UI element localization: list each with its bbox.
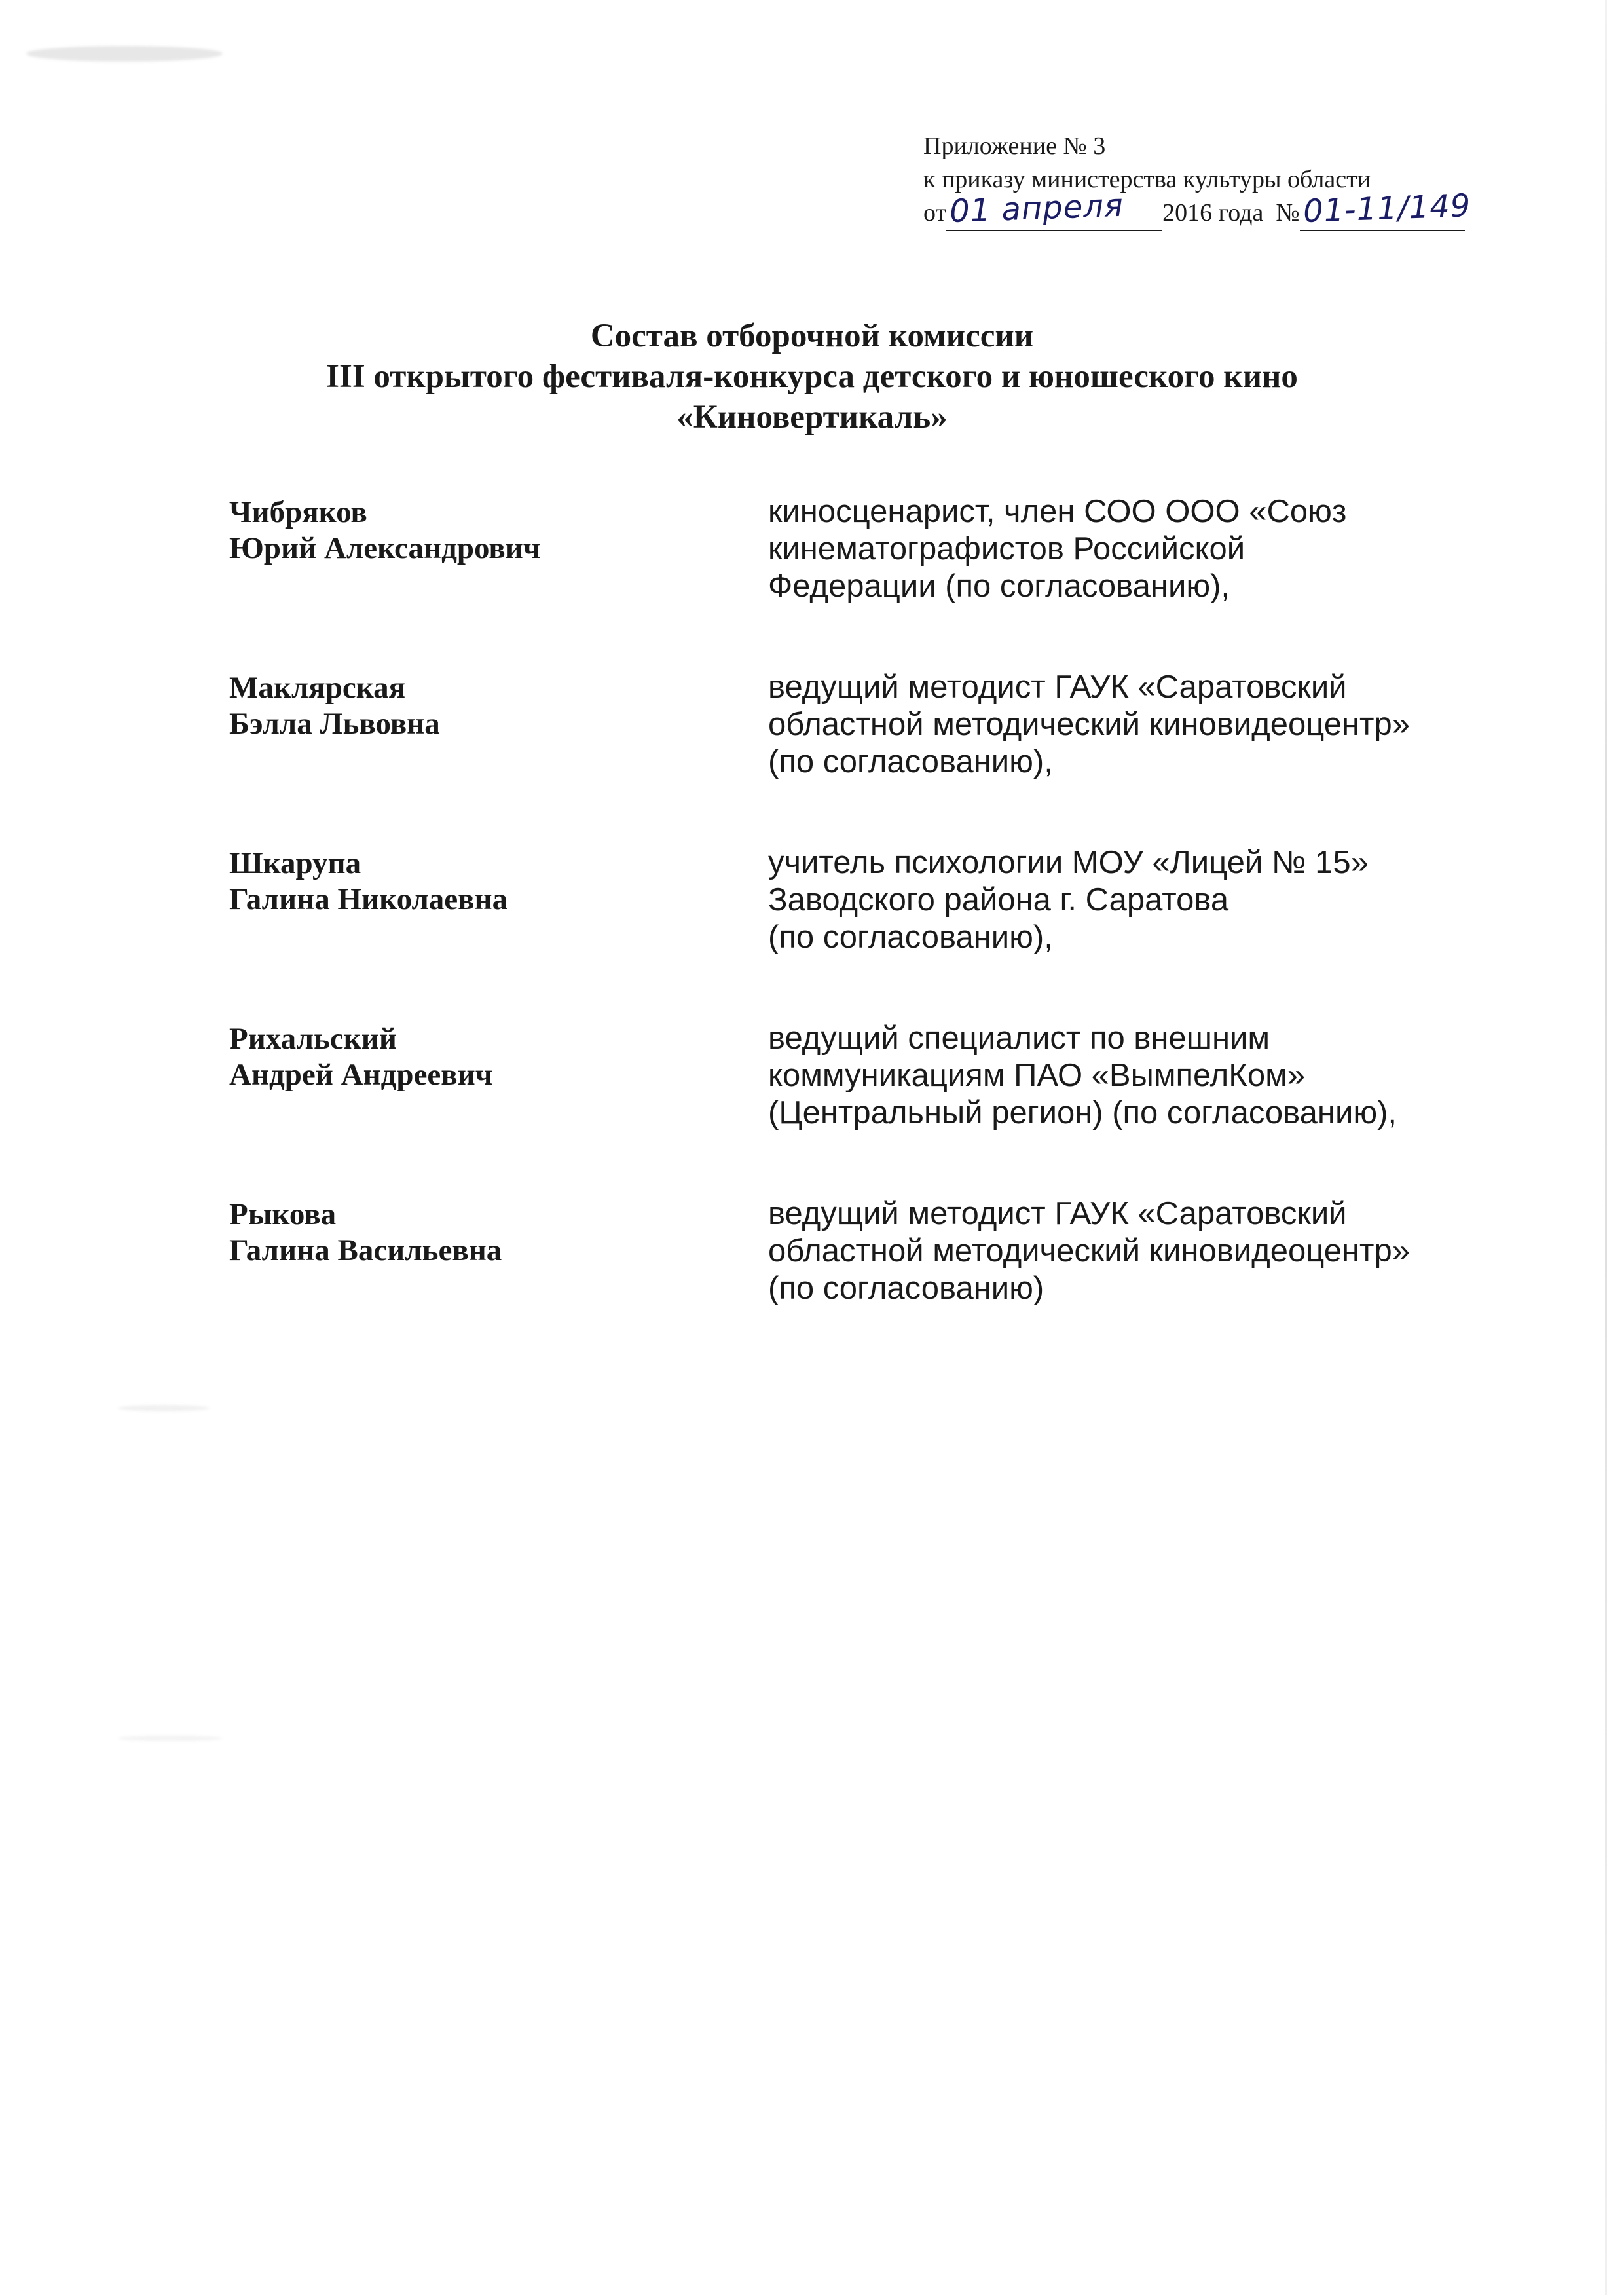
member-role xyxy=(768,1020,1521,1132)
member-entry xyxy=(229,846,1539,1021)
order-year: 2016 года xyxy=(1162,199,1264,227)
member-role xyxy=(768,844,1521,956)
commission-members-list xyxy=(229,494,1539,1372)
role-line: Федерации (по согласованию), xyxy=(768,569,1230,604)
order-date-handwritten: 01 апреля xyxy=(949,187,1124,230)
title-line-3: «Киновертикаль» xyxy=(676,399,948,436)
member-given-names: Бэлла Львовна xyxy=(229,707,440,741)
member-role xyxy=(768,669,1521,781)
role-line: (по согласованию) xyxy=(768,1271,1044,1306)
appendix-number: Приложение № 3 xyxy=(923,132,1106,160)
role-line: ведущий специалист по внешним xyxy=(768,1020,1270,1056)
member-role xyxy=(768,493,1521,605)
member-given-names: Юрий Александрович xyxy=(229,531,541,565)
order-date-field xyxy=(946,187,1162,231)
document-title xyxy=(0,316,1624,438)
member-entry xyxy=(229,1021,1539,1197)
member-surname: Маклярская xyxy=(229,671,406,705)
member-surname: Рыкова xyxy=(229,1197,337,1231)
role-line: Заводского района г. Саратова xyxy=(768,882,1229,918)
member-given-names: Галина Васильевна xyxy=(229,1233,502,1267)
appendix-order-reference: к приказу министерства культуры области xyxy=(923,166,1371,193)
title-line-2: III открытого фестиваля-конкурса детского и юношеского кино xyxy=(326,358,1298,395)
member-name xyxy=(229,846,740,918)
appendix-header xyxy=(923,130,1539,231)
role-line: ведущий методист ГАУК «Саратовский xyxy=(768,669,1347,705)
member-name xyxy=(229,1021,740,1093)
scan-smudge xyxy=(118,1405,210,1411)
order-number-label: № xyxy=(1276,199,1300,227)
role-line: (Центральный регион) (по согласованию), xyxy=(768,1095,1397,1130)
member-given-names: Андрей Андреевич xyxy=(229,1058,493,1092)
member-name xyxy=(229,494,740,567)
role-line: коммуникациям ПАО «ВымпелКом» xyxy=(768,1058,1306,1093)
role-line: ведущий методист ГАУК «Саратовский xyxy=(768,1196,1347,1231)
role-line: учитель психологии МОУ «Лицей № 15» xyxy=(768,845,1369,880)
member-entry xyxy=(229,494,1539,670)
order-number-handwritten: 01-11/149 xyxy=(1302,187,1471,230)
role-line: (по согласованию), xyxy=(768,920,1053,955)
role-line: кинематографистов Российской xyxy=(768,531,1246,567)
member-entry xyxy=(229,1197,1539,1372)
member-surname: Чибряков xyxy=(229,495,367,529)
order-number-field xyxy=(1300,187,1471,231)
role-line: областной методический киновидеоцентр» xyxy=(768,1233,1410,1269)
member-surname: Рихальский xyxy=(229,1022,397,1056)
member-entry xyxy=(229,670,1539,846)
title-line-1: Состав отборочной комиссии xyxy=(590,318,1034,354)
member-surname: Шкарупа xyxy=(229,846,361,880)
order-date-number-line xyxy=(923,187,1539,231)
role-line: (по согласованию), xyxy=(768,744,1053,779)
member-name xyxy=(229,670,740,742)
member-role xyxy=(768,1195,1521,1307)
order-prefix: от xyxy=(923,199,947,227)
role-line: областной методический киновидеоцентр» xyxy=(768,707,1410,742)
member-name xyxy=(229,1197,740,1269)
role-line: киносценарист, член СОО ООО «Союз xyxy=(768,494,1347,529)
scan-smudge xyxy=(118,1736,223,1741)
scan-smudge xyxy=(26,46,223,62)
member-given-names: Галина Николаевна xyxy=(229,882,508,916)
